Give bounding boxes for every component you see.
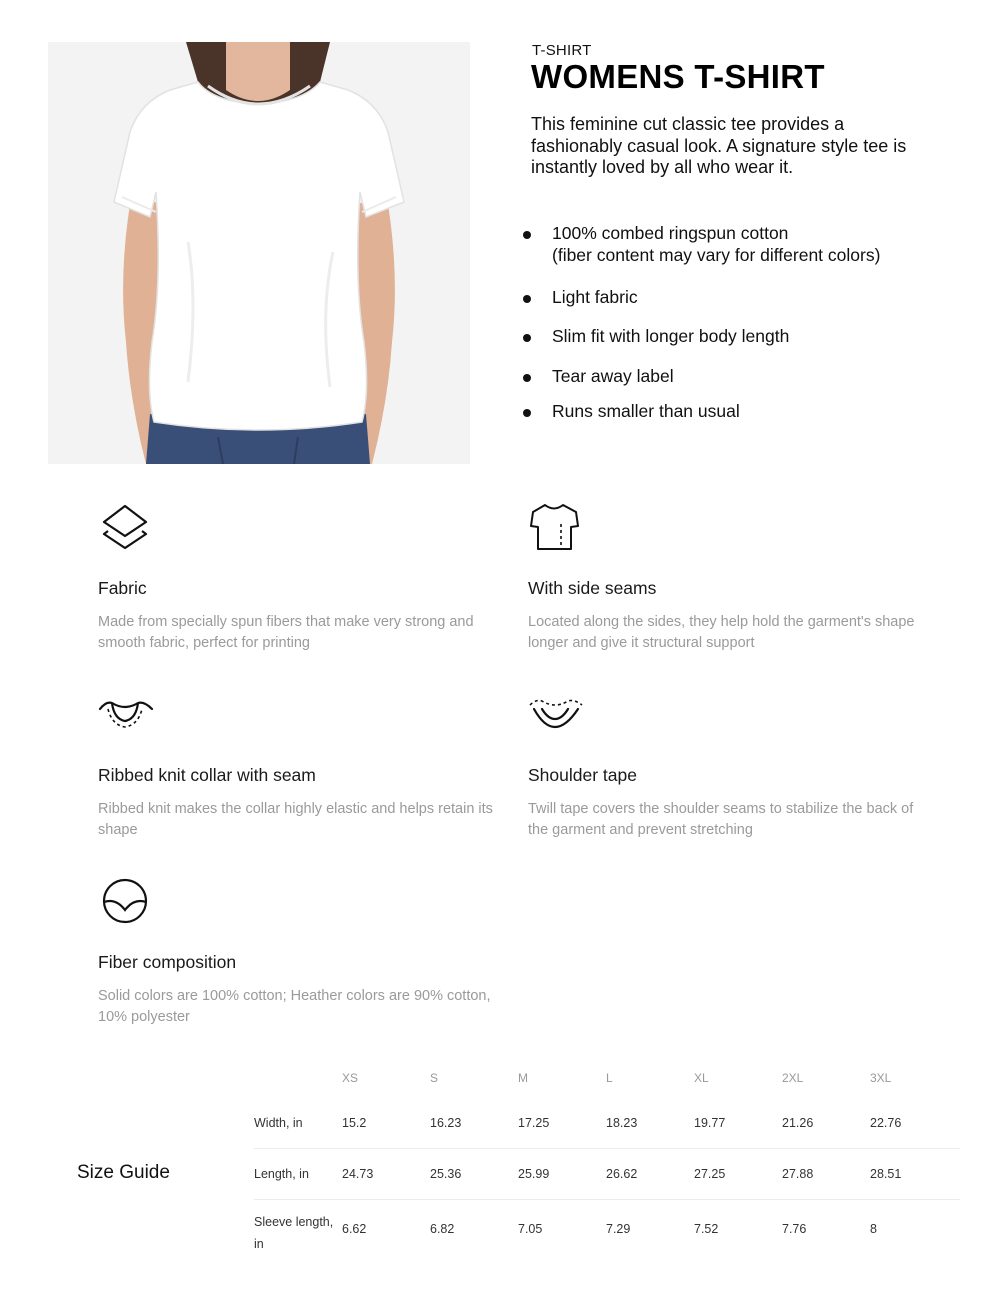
feature-text: Slim fit with longer body length bbox=[552, 326, 790, 346]
size-header-cell: L bbox=[606, 1071, 613, 1085]
size-cell: 18.23 bbox=[606, 1116, 638, 1130]
bullet-icon bbox=[523, 295, 531, 303]
bullet-icon bbox=[523, 409, 531, 417]
size-cell: 15.2 bbox=[342, 1116, 367, 1130]
size-cell: 7.76 bbox=[782, 1200, 870, 1259]
feature-item bbox=[520, 286, 940, 308]
size-header-row bbox=[254, 1058, 960, 1098]
size-row-length bbox=[254, 1149, 960, 1200]
feature-text: Tear away label bbox=[552, 366, 674, 386]
size-row-label: Width, in bbox=[254, 1116, 303, 1130]
feature-item bbox=[520, 365, 940, 387]
product-photo bbox=[48, 42, 470, 464]
info-title: Ribbed knit collar with seam bbox=[98, 765, 316, 785]
feature-item bbox=[520, 325, 940, 347]
size-cell: 17.25 bbox=[518, 1116, 550, 1130]
info-text: Ribbed knit makes the collar highly elastic and helps retain its shape bbox=[98, 801, 493, 838]
info-text: Made from specially spun fibers that make very strong and smooth fabric, perfect for printing bbox=[98, 614, 474, 651]
size-cell: 6.62 bbox=[342, 1200, 430, 1259]
size-row-label: Sleeve length, in bbox=[254, 1200, 342, 1259]
feature-text: Light fabric bbox=[552, 287, 638, 307]
size-cell: 22.76 bbox=[870, 1116, 902, 1130]
fiber-icon bbox=[98, 876, 154, 926]
collar-icon bbox=[98, 689, 154, 739]
feature-text: Runs smaller than usual bbox=[552, 401, 740, 421]
size-cell: 27.88 bbox=[782, 1149, 870, 1200]
size-header-cell: 3XL bbox=[870, 1071, 892, 1085]
size-row-sleeve bbox=[254, 1200, 960, 1259]
product-description: This feminine cut classic tee provides a fashionably casual look. A signature style tee is instantly loved by all who wear it. bbox=[531, 114, 907, 177]
size-cell: 26.62 bbox=[606, 1149, 694, 1200]
size-cell: 8 bbox=[870, 1200, 960, 1259]
size-header-cell: M bbox=[518, 1071, 528, 1085]
size-cell: 27.25 bbox=[694, 1149, 782, 1200]
womens-tshirt-photo bbox=[48, 42, 470, 464]
size-cell: 25.36 bbox=[430, 1149, 518, 1200]
feature-text: 100% combed ringspun cotton bbox=[552, 223, 789, 243]
size-row-width bbox=[254, 1098, 960, 1149]
size-cell: 6.82 bbox=[430, 1200, 518, 1259]
feature-subtext: (fiber content may vary for different colors) bbox=[552, 245, 881, 265]
size-header-cell: XL bbox=[694, 1071, 709, 1085]
bullet-icon bbox=[523, 374, 531, 382]
size-cell: 21.26 bbox=[782, 1116, 814, 1130]
size-cell: 16.23 bbox=[430, 1116, 462, 1130]
product-title: WOMENS T-SHIRT bbox=[531, 58, 825, 95]
info-text: Located along the sides, they help hold the garment's shape longer and give it structural support bbox=[528, 614, 915, 651]
size-cell: 7.52 bbox=[694, 1200, 782, 1259]
info-title: Fabric bbox=[98, 578, 147, 598]
info-title: With side seams bbox=[528, 578, 657, 598]
product-category: T-SHIRT bbox=[532, 42, 592, 59]
info-title: Fiber composition bbox=[98, 952, 237, 972]
size-cell: 28.51 bbox=[870, 1149, 960, 1200]
size-header-corner bbox=[254, 1058, 342, 1098]
feature-item bbox=[520, 400, 940, 422]
size-guide-table bbox=[254, 1058, 960, 1258]
info-text: Twill tape covers the shoulder seams to stabilize the back of the garment and prevent stretching bbox=[528, 801, 914, 838]
size-cell: 7.05 bbox=[518, 1200, 606, 1259]
size-cell: 7.29 bbox=[606, 1200, 694, 1259]
info-text: Solid colors are 100% cotton; Heather colors are 90% cotton, 10% polyester bbox=[98, 988, 491, 1025]
tshirt-seam-icon bbox=[528, 502, 584, 552]
size-header-cell: 2XL bbox=[782, 1071, 804, 1085]
size-cell: 25.99 bbox=[518, 1149, 606, 1200]
info-title: Shoulder tape bbox=[528, 765, 637, 785]
layers-icon bbox=[98, 502, 154, 552]
size-guide-title: Size Guide bbox=[77, 1162, 170, 1183]
bullet-icon bbox=[523, 231, 531, 239]
feature-item bbox=[520, 222, 940, 266]
size-cell: 19.77 bbox=[694, 1116, 726, 1130]
size-row-label: Length, in bbox=[254, 1149, 342, 1200]
shoulder-tape-icon bbox=[528, 689, 584, 739]
bullet-icon bbox=[523, 334, 531, 342]
size-cell: 24.73 bbox=[342, 1149, 430, 1200]
size-header-cell: XS bbox=[342, 1071, 359, 1085]
size-header-cell: S bbox=[430, 1071, 439, 1085]
